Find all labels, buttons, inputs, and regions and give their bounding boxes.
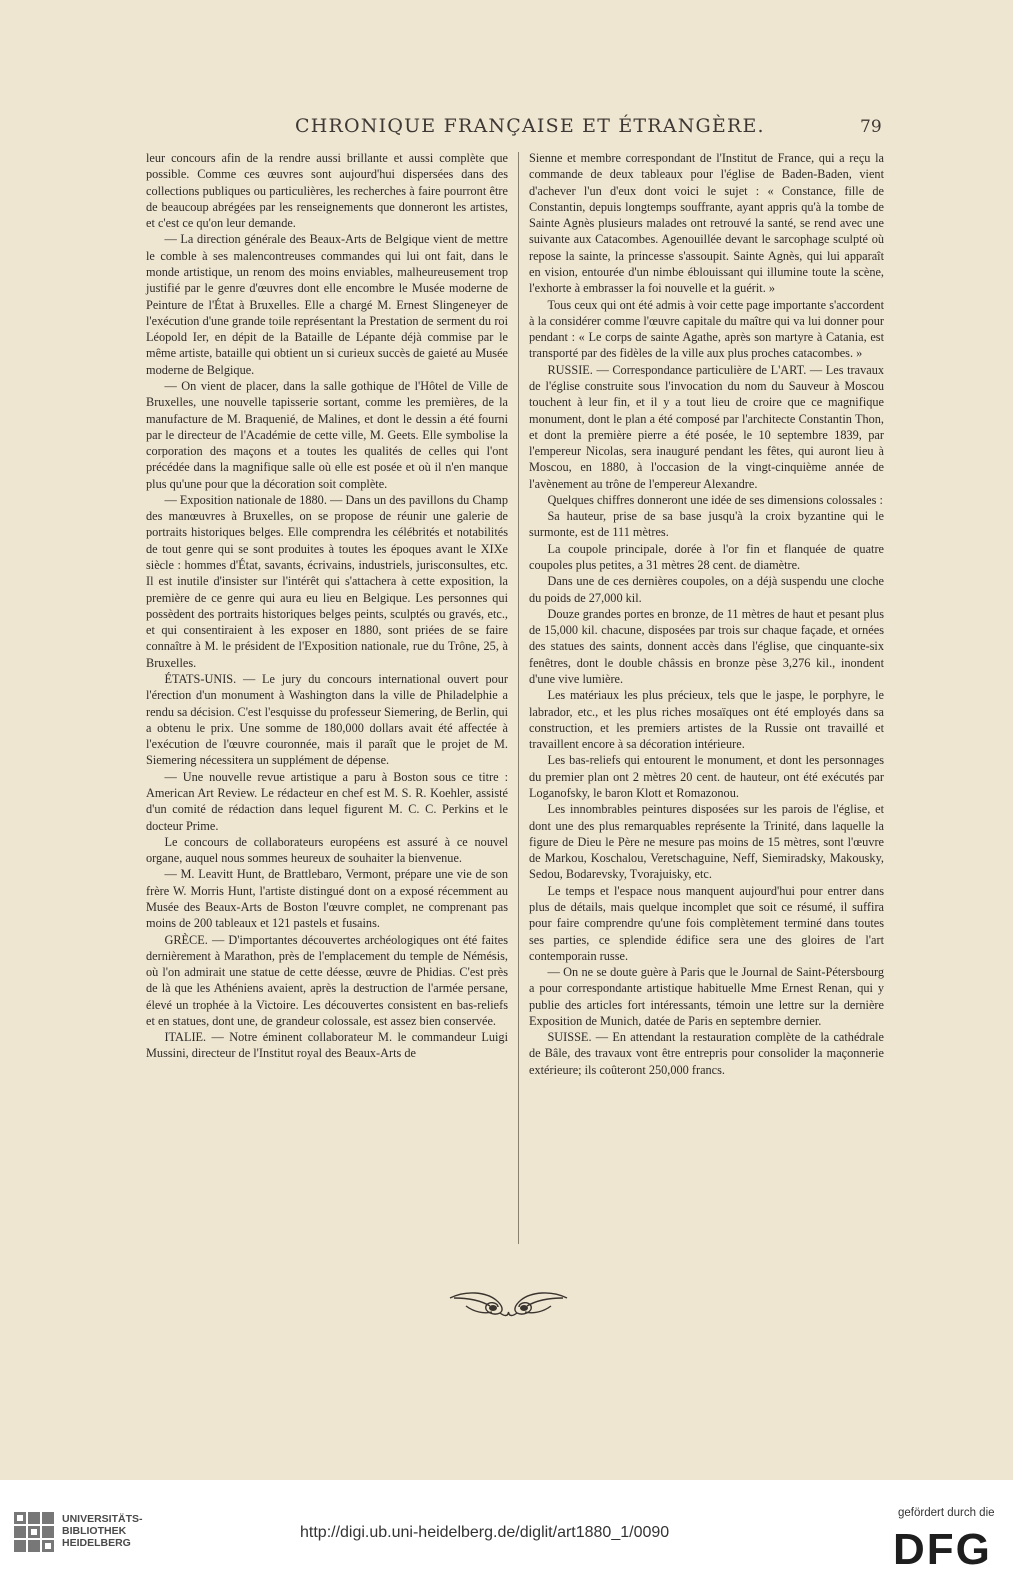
running-title: CHRONIQUE FRANÇAISE ET ÉTRANGÈRE. bbox=[295, 115, 765, 137]
paragraph: Quelques chiffres donneront une idée de ses dimensions colossales : bbox=[547, 492, 883, 507]
paragraph: — La direction générale des Beaux-Arts de Belgique vient de mettre le comble à ses malencontreuses commandes qui lui ont fait, dans le monde artistique, un renom des moins enviables, malheureusement trop justifié par le genre d'œuvres dont elle encombre le Musée moderne de Peinture de l'État à Bruxelles. Elle a chargé M. Ernest Slingeneyer de l'exécution d'une grande toile représentant la Prestation de serment du roi Léopold Ier, en dépit de la Bataille de Lépante déjà commise par le même artiste, bataille qui obtient un si curieux succès de gaieté au Musée moderne de Belgique. bbox=[146, 232, 508, 377]
left-column bbox=[146, 150, 508, 1062]
paragraph: Sienne et membre correspondant de l'Institut de France, qui a reçu la commande de deux tableaux pour l'église de Baden-Baden, vient d'achever l'un d'eux dont voici le sujet : « Constance, fille de Constantin, depuis longtemps souffrante, ayant appris qu'à la tombe de Sainte Agnès plusieurs malades ont retrouvé la santé, se rend avec une suivante aux Catacombes. Agenouillée devant le sarcophage sculpté où repose la sainte, la princesse s'assoupit. Sainte Agnès, qui lui apparaît en vision, entourée d'un nimbe éblouissant qui illumine toute la scène, l'exhorte à embrasser la foi nouvelle et la guérit. » bbox=[529, 151, 884, 296]
ornament-icon bbox=[446, 1286, 571, 1320]
paragraph: RUSSIE. — Correspondance particulière de L'ART. — Les travaux de l'église construite sous l'invocation du nom du Sauveur à Moscou touchent à leur fin, et il y a tout lieu de croire que ce magnifique monument, dont le plan a été composé par l'architecte Constantin Thon, et dont la première pierre a été posée, le 10 septembre 1839, par l'empereur Nicolas, sera inauguré pendant les fêtes, qui auront lieu à Moscou, en 1880, à l'occasion de la vingt-cinquième année de l'avènement au trône de l'empereur Alexandre. bbox=[529, 362, 884, 491]
dfg-logo bbox=[893, 1527, 999, 1569]
paragraph: — Une nouvelle revue artistique a paru à Boston sous ce titre : American Art Review. Le rédacteur en chef est M. S. R. Koehler, assisté d'un comité de rédaction dans lequel figurent M. C. C. Perkins et le docteur Prime. bbox=[146, 769, 508, 833]
page-number: 79 bbox=[860, 117, 882, 137]
paragraph: Tous ceux qui ont été admis à voir cette page importante s'accordent à la considérer comme l'œuvre capitale du maître qui va lui donner pour pendant : « Le corps de sainte Agathe, après son martyre à Catania, est transporté par des fidèles de la ville aux plus proches catacombes. » bbox=[529, 297, 884, 361]
paragraph: GRÈCE. — D'importantes découvertes archéologiques ont été faites dernièrement à Marathon, près de l'emplacement du temple de Némésis, où l'on admirait une statue de cette déesse, œuvre de Phidias. C'est près de là que les Athéniens avaient, après la destruction de l'armée persane, élevé un trophée à la Victoire. Les découvertes consistent en bas-reliefs et en statues, dont une, de grandeur colossale, est assez bien conservée. bbox=[146, 932, 508, 1028]
funded-by-label: gefördert durch die bbox=[898, 1507, 995, 1519]
page-header bbox=[0, 111, 1013, 139]
paragraph: Le concours de collaborateurs européens est assuré à ce nouvel organe, auquel nous sommes heureux de souhaiter la bienvenue. bbox=[146, 834, 508, 866]
paragraph: — Exposition nationale de 1880. — Dans un des pavillons du Champ des manœuvres à Bruxelles, on se propose de réunir une galerie de portraits historiques belges. Elle comprendra les célébrités et notabilités de tout genre qui se sont produites à toutes les époques avant le XIXe siècle : hommes d'État, savants, écrivains, industriels, jurisconsultes, etc. Il est inutile d'insister sur l'intérêt qui s'attachera à cette exposition, la première de ce genre qui aura eu lieu en Belgique. Les personnes qui possèdent des portraits historiques belges peints, sculptés ou gravés, etc., et qui consentiraient à les exposer en 1880, sont priées de se faire connaître à M. le président de l'Exposition nationale, rue du Trône, 25, à Bruxelles. bbox=[146, 492, 508, 670]
paragraph: Les bas-reliefs qui entourent le monument, et dont les personnages du premier plan ont 2 mètres 20 cent. de hauteur, ont été exécutés par Loganofsky, le baron Klott et Romazonou. bbox=[529, 753, 884, 800]
university-library-logo-icon bbox=[12, 1510, 56, 1554]
paragraph: Les matériaux les plus précieux, tels que le jaspe, le porphyre, le labrador, etc., et les plus riches mosaïques ont été employés dans sa construction, et les premiers artistes de la Russie ont travaillé et travaillent encore à sa décoration intérieure. bbox=[529, 688, 884, 752]
paragraph: Dans une de ces dernières coupoles, on a déjà suspendu une cloche du poids de 27,000 kil. bbox=[529, 574, 884, 605]
paragraph: Douze grandes portes en bronze, de 11 mètres de haut et pesant plus de 15,000 kil. chacune, disposées par trois sur chaque façade, et ornées des statues des saints, donnent accès dans l'église, que cinquante-six fenêtres, dont le double châssis en bronze pèse 3,276 kil., inondent d'une vive lumière. bbox=[529, 606, 884, 686]
paragraph: ITALIE. — Notre éminent collaborateur M. le commandeur Luigi Mussini, directeur de l'Institut royal des Beaux-Arts de bbox=[146, 1030, 508, 1061]
column-divider bbox=[518, 152, 519, 1244]
library-name: UNIVERSITÄTS- BIBLIOTHEK HEIDELBERG bbox=[62, 1513, 143, 1549]
paragraph: Sa hauteur, prise de sa base jusqu'à la croix byzantine qui le surmonte, est de 111 mètres. bbox=[529, 509, 884, 540]
paragraph: Les innombrables peintures disposées sur les parois de l'église, et dont une des plus remarquables représente la Trinité, dans laquelle la figure de Dieu le Père ne mesure pas moins de 15 mètres, sont l'œuvre de Markou, Koschalou, Veretschaguine, Neff, Siemiradsky, Makousky, Sedou, Bodarevsky, Tvorajuisky, etc. bbox=[529, 802, 884, 882]
paragraph: ÉTATS-UNIS. — Le jury du concours international ouvert pour l'érection d'un monument à Washington dans la ville de Philadelphie a rendu sa décision. C'est l'esquisse du professeur Siemering, de Berlin, qui a obtenu le prix. Une somme de 180,000 dollars avait été affectée à l'exécution de l'œuvre couronnée, mais il paraît que le projet de M. Siemering nécessitera un supplément de dépense. bbox=[146, 672, 508, 768]
paragraph: SUISSE. — En attendant la restauration complète de la cathédrale de Bâle, des travaux vont être entrepris pour consolider la maçonnerie extérieure; ils coûteront 250,000 francs. bbox=[529, 1030, 884, 1077]
paragraph: Le temps et l'espace nous manquent aujourd'hui pour entrer dans plus de détails, mais quelque incomplet que soit ce résumé, il suffira pour faire comprendre qu'une fois complètement terminé dans toutes ses parties, ce splendide édifice sera une des gloires de l'art contemporain russe. bbox=[529, 883, 884, 963]
paragraph: La coupole principale, dorée à l'or fin et flanquée de quatre coupoles plus petites, a 31 mètres 28 cent. de diamètre. bbox=[529, 541, 884, 573]
paragraph: — On ne se doute guère à Paris que le Journal de Saint-Pétersbourg a pour correspondante artistique habituelle Mme Ernest Renan, qui y publie des articles fort intéressants, témoin une lettre sur la dernière Exposition de Munich, datée de Paris en septembre dernier. bbox=[529, 965, 884, 1028]
paragraph: — M. Leavitt Hunt, de Brattlebaro, Vermont, prépare une vie de son frère W. Morris Hunt, l'artiste distingué dont on a exposé récemment au Musée des Beaux-Arts de Boston l'œuvre complet, ne comprenant pas moins de 200 tableaux et 121 pastels et fusains. bbox=[146, 867, 508, 931]
source-url-link[interactable]: http://digi.ub.uni-heidelberg.de/diglit/art1880_1/0090 bbox=[300, 1524, 670, 1541]
right-column bbox=[529, 150, 884, 1078]
digitization-footer bbox=[0, 1480, 1013, 1579]
paragraph: leur concours afin de la rendre aussi brillante et aussi complète que possible. Comme ces œuvres sont aujourd'hui dispersées dans des collections publiques ou particulières, les recherches à faire pourront être de beaucoup abrégées par les renseignements que donneront les artistes, et c'est ce qu'on leur demande. bbox=[146, 151, 508, 231]
svg-text:DFG: DFG bbox=[893, 1527, 992, 1569]
paragraph: — On vient de placer, dans la salle gothique de l'Hôtel de Ville de Bruxelles, une nouvelle tapisserie sortant, comme les premières, de la manufacture de M. Braquenié, de Malines, et dont le dessin a été fourni par le directeur de l'Académie de cette ville, M. Geets. Elle symbolise la corporation des maçons et a toutes les qualités de celles qui l'ont précédée dans la magnifique salle où elle est posée et où il n'en manque plus qu'une pour que la décoration soit complète. bbox=[146, 378, 508, 491]
